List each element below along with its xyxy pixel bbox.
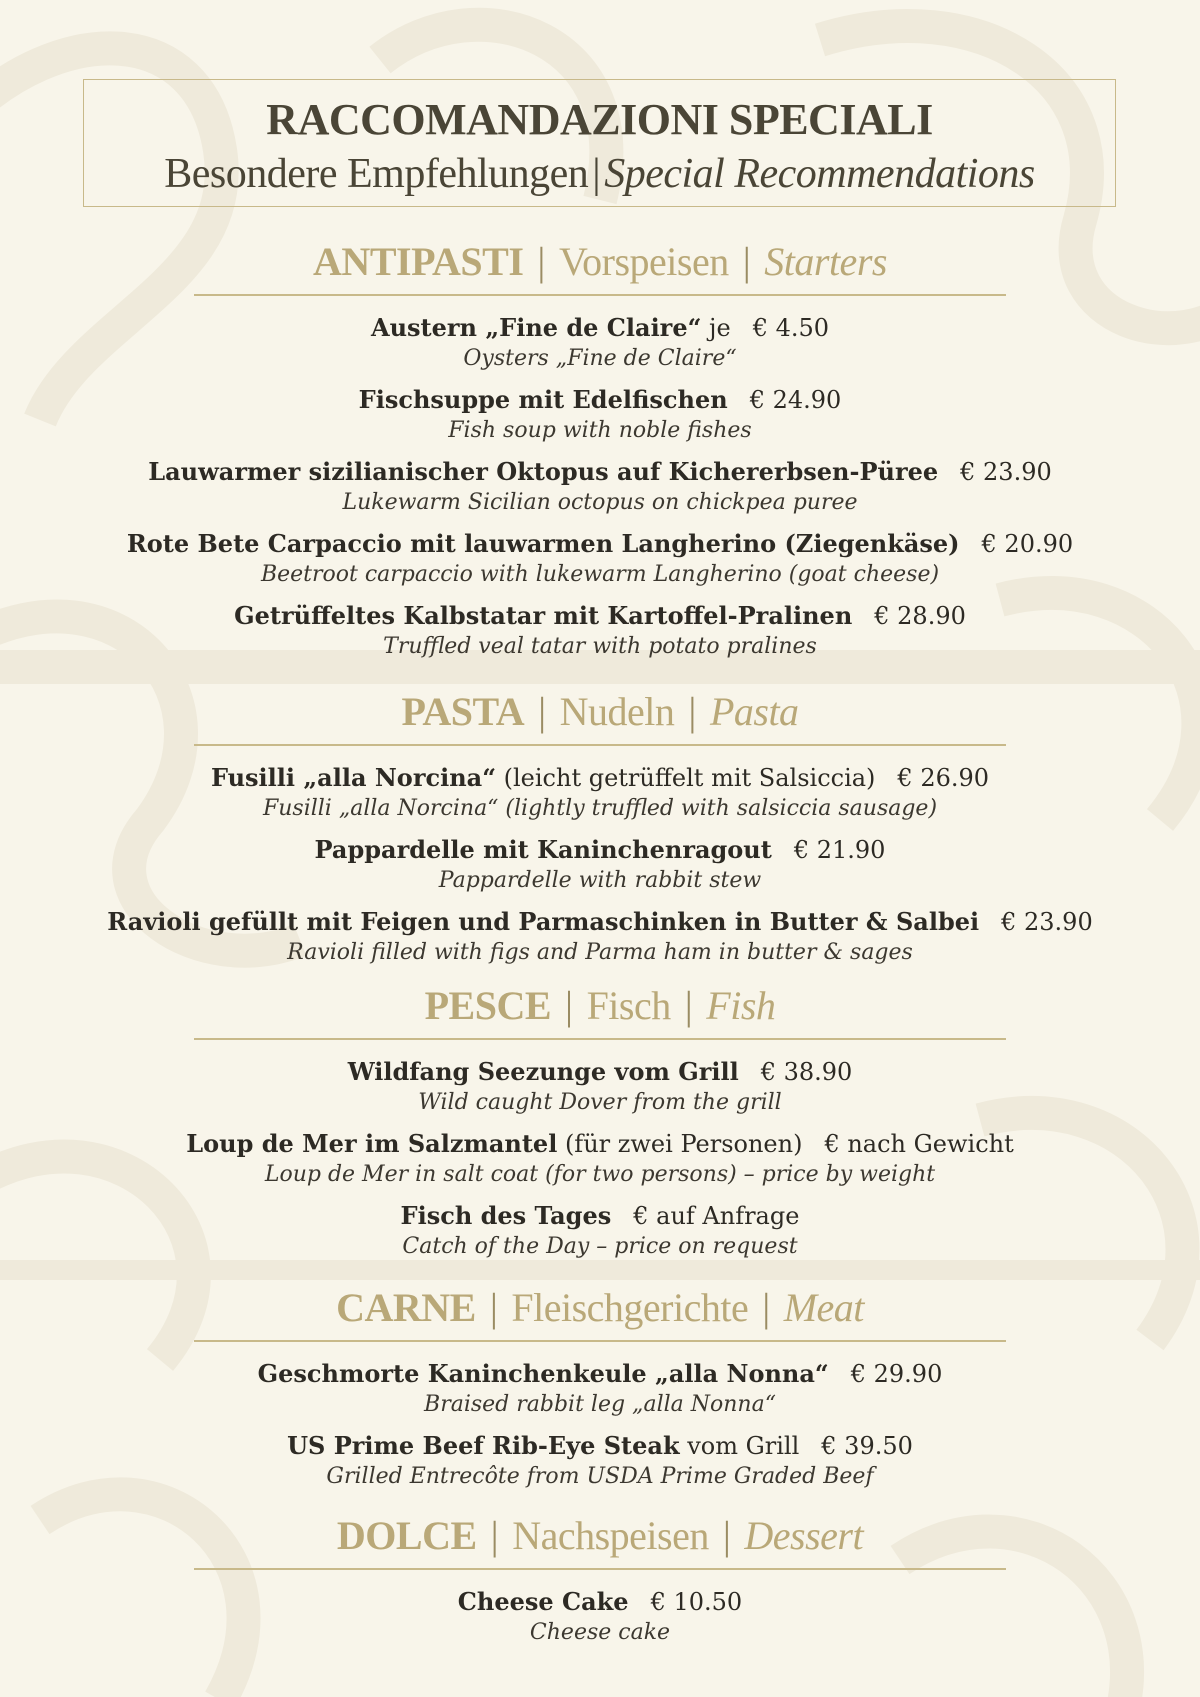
item-price: € 24.90: [749, 386, 842, 414]
item-name: Austern „Fine de Claire“: [370, 313, 702, 342]
item-name: Wildfang Seezunge vom Grill: [347, 1057, 739, 1086]
item-name: Pappardelle mit Kaninchenragout: [314, 835, 772, 864]
section-title-it: PASTA: [401, 689, 525, 734]
item-name: Fisch des Tages: [400, 1201, 612, 1230]
item-price: € 38.90: [760, 1058, 853, 1086]
item-note: vom Grill: [679, 1432, 800, 1460]
section-carne: [0, 1286, 1200, 1502]
item-note: (für zwei Personen): [557, 1130, 803, 1158]
item-translation: Pappardelle with rabbit stew: [438, 868, 762, 893]
item-price: € 20.90: [981, 530, 1074, 558]
section-separator: |: [490, 1513, 499, 1558]
item-translation: Cheese cake: [529, 1620, 671, 1645]
item-price: € 29.90: [850, 1360, 943, 1388]
menu-item: [0, 528, 1200, 590]
item-price: € 28.90: [874, 602, 966, 630]
section-title-en: Dessert: [744, 1513, 864, 1558]
menu-item: [0, 1358, 1200, 1420]
menu-item: [0, 600, 1200, 662]
section-divider: [194, 744, 1006, 746]
page-subtitle: [84, 150, 1115, 198]
section-separator: |: [537, 239, 545, 284]
menu-item: [0, 1200, 1200, 1262]
section-title-en: Pasta: [709, 689, 799, 734]
section-title-it: DOLCE: [336, 1513, 477, 1558]
section-title-it: CARNE: [336, 1285, 476, 1330]
section-title-en: Meat: [783, 1285, 864, 1330]
item-translation: Lukewarm Sicilian octopus on chickpea puree: [342, 490, 858, 515]
subtitle-de: Besondere Empfehlungen: [164, 151, 589, 197]
menu-item: [0, 906, 1200, 968]
item-name: Lauwarmer sizilianischer Oktopus auf Kichererbsen-Püree: [148, 457, 939, 486]
section-separator: |: [489, 1285, 498, 1330]
section-title-de: Nudeln: [559, 689, 675, 734]
item-price: € 26.90: [897, 764, 990, 792]
section-heading: [0, 1286, 1200, 1336]
item-translation: Truffled veal tatar with potato pralines: [383, 634, 817, 659]
item-translation: Fish soup with noble fishes: [448, 418, 752, 443]
item-translation: Fusilli „alla Norcina“ (lightly truffled with salsiccia sausage): [262, 796, 938, 821]
item-name: US Prime Beef Rib-Eye Steak: [287, 1431, 680, 1460]
section-title-de: Nachspeisen: [512, 1513, 709, 1558]
item-note: (leicht getrüffelt mit Salsiccia): [496, 764, 876, 792]
menu-item: [0, 384, 1200, 446]
section-separator: |: [684, 983, 693, 1028]
item-name: Ravioli gefüllt mit Feigen und Parmaschinken in Butter & Salbei: [107, 907, 980, 936]
subtitle-separator: |: [592, 151, 601, 197]
item-name: Geschmorte Kaninchenkeule „alla Nonna“: [257, 1359, 829, 1388]
menu-item: [0, 312, 1200, 374]
section-divider: [194, 1340, 1006, 1342]
menu-item: [0, 1586, 1200, 1648]
menu-item: [0, 1430, 1200, 1492]
section-heading: [0, 690, 1200, 740]
item-translation: Wild caught Dover from the grill: [418, 1090, 782, 1115]
item-name: Cheese Cake: [457, 1587, 629, 1616]
section-separator: |: [538, 689, 546, 734]
page-title: RACCOMANDAZIONI SPECIALI: [266, 95, 933, 144]
menu-item: [0, 1128, 1200, 1190]
item-translation: Oysters „Fine de Claire“: [463, 346, 737, 371]
item-name: Rote Bete Carpaccio mit lauwarmen Langherino (Ziegenkäse): [126, 529, 960, 558]
section-separator: |: [762, 1285, 770, 1330]
item-name: Loup de Mer im Salzmantel: [186, 1129, 558, 1158]
item-price: € 10.50: [650, 1588, 743, 1616]
section-title-it: ANTIPASTI: [313, 239, 524, 284]
item-price: € nach Gewicht: [824, 1130, 1014, 1158]
header-box: [83, 79, 1116, 207]
item-price: € 39.50: [821, 1432, 913, 1460]
section-heading: [0, 1514, 1200, 1564]
item-price: € auf Anfrage: [633, 1202, 800, 1230]
section-heading: [0, 984, 1200, 1034]
item-translation: Grilled Entrecôte from USDA Prime Graded Beef: [326, 1464, 874, 1489]
section-title-en: Fish: [706, 983, 776, 1028]
menu-item: [0, 456, 1200, 518]
item-price: € 4.50: [752, 314, 830, 342]
item-translation: Loup de Mer in salt coat (for two persons) – price by weight: [264, 1162, 936, 1187]
section-title-de: Vorspeisen: [558, 239, 729, 284]
item-translation: Braised rabbit leg „alla Nonna“: [424, 1392, 776, 1417]
item-price: € 23.90: [960, 458, 1052, 486]
section-pasta: [0, 690, 1200, 978]
section-antipasti: [0, 240, 1200, 672]
section-divider: [194, 294, 1006, 296]
section-divider: [194, 1038, 1006, 1040]
menu-item: [0, 762, 1200, 824]
section-separator: |: [565, 983, 573, 1028]
section-title-de: Fleischgerichte: [511, 1285, 749, 1330]
section-dolce: [0, 1514, 1200, 1658]
section-heading: [0, 240, 1200, 290]
section-title-it: PESCE: [424, 983, 552, 1028]
item-translation: Beetroot carpaccio with lukewarm Langherino (goat cheese): [260, 562, 940, 587]
item-name: Getrüffeltes Kalbstatar mit Kartoffel-Pralinen: [234, 601, 853, 630]
item-price: € 23.90: [1001, 908, 1093, 936]
item-name: Fusilli „alla Norcina“: [210, 763, 496, 792]
menu-item: [0, 1056, 1200, 1118]
section-divider: [194, 1568, 1006, 1570]
section-separator: |: [722, 1513, 731, 1558]
item-note: je: [701, 314, 731, 342]
section-title-de: Fisch: [586, 983, 671, 1028]
section-title-en: Starters: [764, 239, 887, 284]
item-translation: Ravioli filled with figs and Parma ham in butter & sages: [287, 940, 913, 965]
menu-item: [0, 834, 1200, 896]
section-pesce: [0, 984, 1200, 1272]
subtitle-en: Special Recommendations: [604, 151, 1035, 197]
section-separator: |: [688, 689, 696, 734]
section-separator: |: [742, 239, 751, 284]
item-price: € 21.90: [793, 836, 886, 864]
item-translation: Catch of the Day – price on request: [402, 1234, 798, 1259]
item-name: Fischsuppe mit Edelfischen: [358, 385, 728, 414]
